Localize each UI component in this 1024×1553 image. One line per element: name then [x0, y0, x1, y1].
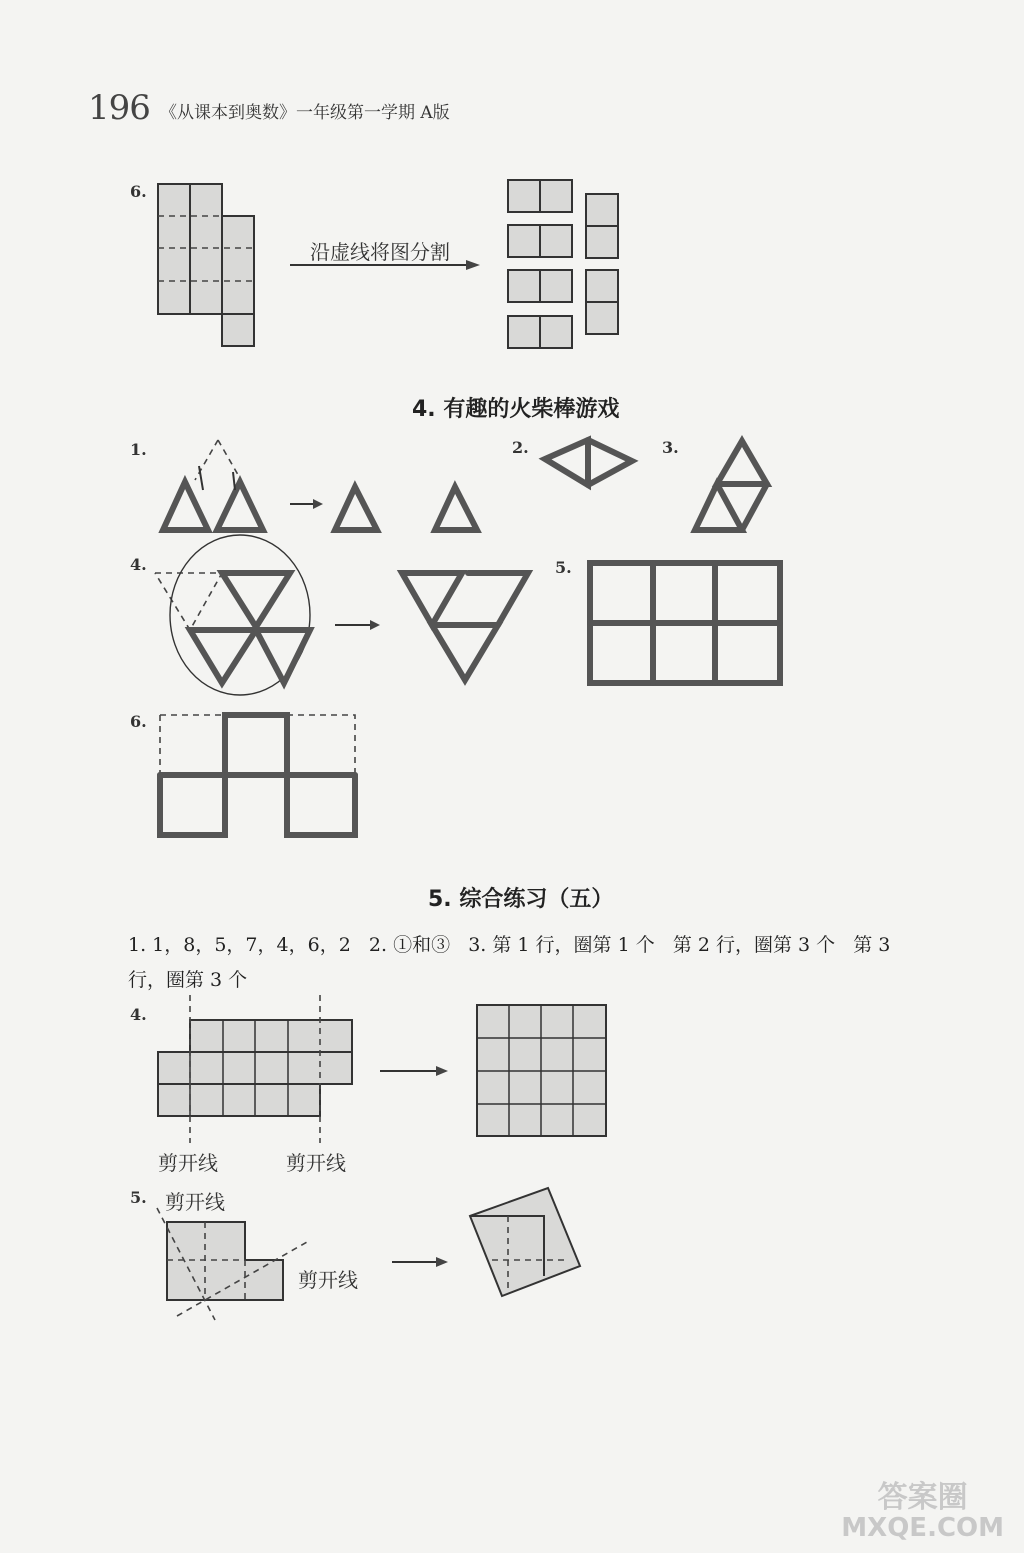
answer-line-1: 1. 1，8，5，7，4，6，2 2. ①和③ 3. 第 1 行，圈第 1 个 第 2 行，圈第 3 个 第 3: [128, 934, 891, 956]
question-number: 5.: [130, 1188, 147, 1207]
question-number: 6.: [130, 712, 147, 731]
cut-line-label: 剪开线: [298, 1268, 358, 1292]
section-title: 4. 有趣的火柴棒游戏: [412, 397, 620, 422]
q6-original-figure: [158, 184, 258, 349]
cut-line-label: 剪开线: [286, 1151, 346, 1175]
q6-split-pieces: [508, 180, 623, 352]
question-number: 6.: [130, 182, 147, 201]
q6-arrow: [290, 258, 480, 272]
question-number: 3.: [662, 438, 679, 457]
cut-line-label: 剪开线: [158, 1151, 218, 1175]
section-title: 5. 综合练习（五）: [428, 887, 614, 912]
matchstick-figure-1: [155, 432, 495, 542]
arrow-label: 沿虚线将图分割: [310, 240, 450, 264]
matchstick-figure-2: [540, 435, 640, 495]
matchstick-figure-4: [150, 555, 540, 685]
question-number: 1.: [130, 440, 147, 459]
question-number: 4.: [130, 555, 147, 574]
question-number: 5.: [555, 558, 572, 577]
question-number: 4.: [130, 1005, 147, 1024]
matchstick-figure-6: [155, 710, 365, 840]
watermark-url: MXQE.COM: [841, 1513, 1004, 1544]
q5-arrow: [392, 1255, 452, 1269]
q5-result-square: [462, 1180, 587, 1305]
q4-original-figure: [158, 995, 358, 1145]
watermark-logo: 答案圈: [877, 1480, 968, 1516]
answer-line-2: 行，圈第 3 个: [128, 969, 248, 991]
q4-arrow: [380, 1064, 450, 1078]
cut-line-label: 剪开线: [165, 1190, 225, 1214]
page-number: 196: [88, 88, 150, 128]
book-title: 《从课本到奥数》一年级第一学期 A版: [160, 103, 450, 123]
matchstick-figure-3: [690, 436, 780, 536]
matchstick-figure-5: [585, 558, 790, 688]
q4-result-square: [476, 1004, 608, 1138]
watermark: [841, 1481, 1004, 1543]
question-number: 2.: [512, 438, 529, 457]
q5-original-figure: [155, 1208, 315, 1323]
